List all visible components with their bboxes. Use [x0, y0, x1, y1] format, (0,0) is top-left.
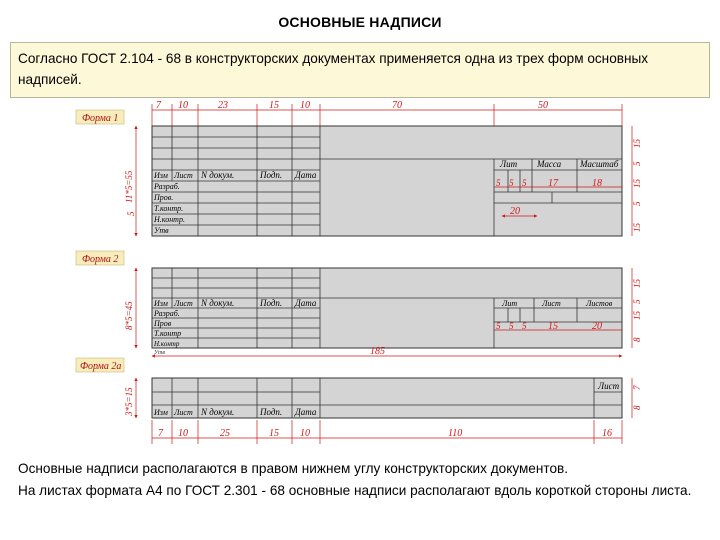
bottom-paragraph-2: На листах формата А4 по ГОСТ 2.301 - 68 основные надписи располагают вдоль короткой стороны листа. — [18, 483, 692, 498]
dim-top-6: 70 — [392, 100, 402, 111]
f2-right-1: 15 — [632, 279, 642, 288]
total-width-dim: 185 — [370, 346, 385, 357]
form2-group — [76, 251, 642, 357]
f2-podp: Подп. — [260, 298, 283, 308]
f1-masshtab: Масштаб — [580, 159, 619, 169]
f1-lit-dim-1: 5 — [496, 178, 501, 188]
svg-text:5: 5 — [126, 211, 136, 216]
dim-bottom-5: 10 — [300, 428, 310, 439]
form2-height-dim: 8*5=45 — [124, 301, 134, 330]
f2a-sheet: Лист — [598, 381, 620, 391]
f1-razrab: Разраб. — [154, 182, 180, 191]
f1-podp: Подп. — [260, 170, 283, 180]
form1-label: Форма 1 — [82, 113, 119, 124]
f2-lit-dim-2: 5 — [509, 321, 514, 331]
dim-bottom-6: 110 — [448, 428, 463, 439]
dim-bottom-1: 7 — [158, 428, 163, 439]
dim-bottom-7: 16 — [602, 428, 612, 439]
f1-right-1: 15 — [632, 139, 642, 148]
f2-lit: Лит — [502, 299, 518, 308]
f1-massa: Масса — [537, 159, 562, 169]
f1-masshtab-dim: 18 — [592, 178, 602, 189]
f1-right-3: 15 — [632, 179, 642, 188]
f1-prov: Пров. — [154, 193, 174, 202]
f1-tkontr: Т.контр. — [154, 204, 184, 213]
f2-nkontr: Н.контр — [154, 340, 180, 348]
dim-bottom-3: 25 — [220, 428, 230, 439]
form2-label: Форма 2 — [82, 254, 119, 265]
dim-top-3: 23 — [218, 100, 228, 111]
f2a-right-1: 7 — [632, 385, 642, 390]
f2a-podp: Подп. — [260, 407, 283, 417]
f2a-izm: Изм — [154, 408, 168, 417]
f2-list-cell: Лист — [542, 299, 561, 308]
form1-group — [76, 100, 642, 236]
f2-list: Лист — [174, 299, 193, 308]
dim-top-5: 10 — [300, 100, 310, 111]
f2-right-2: 5 — [632, 299, 642, 304]
bottom-paragraph-1: Основные надписи располагаются в правом нижнем углу конструкторских документов. — [18, 461, 569, 476]
f2-data: Дата — [295, 298, 317, 308]
intro-box — [10, 42, 710, 98]
f2-list-dim: 15 — [548, 321, 558, 332]
f1-massa-dim: 17 — [548, 178, 558, 189]
f1-lit-dim-3: 5 — [522, 178, 527, 188]
intro-text: Согласно ГОСТ 2.104 - 68 в конструкторских документах применяется одна из трех форм основных надписей. — [18, 51, 649, 87]
form2a-group — [76, 358, 642, 444]
form2a-height-dim: 3*5=15 — [124, 387, 134, 416]
f1-nkontr: Н.контр. — [154, 215, 185, 224]
f1-list: Лист — [174, 171, 193, 180]
f2a-ndoc: N докум. — [201, 407, 235, 417]
f1-data: Дата — [295, 170, 317, 180]
dim-top-1: 7 — [156, 100, 161, 111]
f1-right-5: 15 — [632, 223, 642, 232]
dim-bottom-2: 10 — [178, 428, 188, 439]
f1-ndoc: N докум. — [201, 170, 235, 180]
dim-top-7: 50 — [538, 100, 548, 111]
f1-right-2: 5 — [632, 161, 642, 166]
f2-lit-dim-3: 5 — [522, 321, 527, 331]
dim-top-4: 15 — [269, 100, 279, 111]
f2-right-3: 15 — [632, 311, 642, 320]
form1-height-dim: 11*5=55 — [124, 170, 134, 203]
f2a-right-2: 8 — [632, 405, 642, 410]
f2-prov: Пров — [154, 319, 172, 328]
f2a-data: Дата — [295, 407, 317, 417]
f2-listov: Листов — [586, 299, 613, 308]
f1-utv: Утв — [154, 226, 169, 235]
f2-right-4: 8 — [632, 337, 642, 342]
title-blocks-drawing — [72, 98, 652, 450]
f1-right-4: 5 — [632, 201, 642, 206]
form2a-label: Форма 2а — [80, 361, 122, 372]
dim-bottom-4: 15 — [269, 428, 279, 439]
f2-listov-dim: 20 — [592, 321, 602, 332]
f1-lit: Лит — [500, 159, 518, 169]
f2-ndoc: N докум. — [201, 298, 235, 308]
f2-razrab: Разраб. — [154, 309, 180, 318]
page-title: ОСНОВНЫЕ НАДПИСИ — [278, 14, 442, 30]
dim-top-2: 10 — [178, 100, 188, 111]
f1-lit-dim-2: 5 — [509, 178, 514, 188]
f2-izm: Изм — [154, 299, 168, 308]
bottom-text — [18, 458, 704, 502]
f2a-list: Лист — [174, 408, 193, 417]
f1-sheet-dim: 20 — [510, 206, 520, 217]
title-blocks-figure — [72, 98, 652, 450]
f2-lit-dim-1: 5 — [496, 321, 501, 331]
f2-tkontr: Т.контр — [154, 329, 182, 338]
f1-izm: Изм — [154, 171, 168, 180]
f2-utv: Утв — [154, 350, 165, 356]
